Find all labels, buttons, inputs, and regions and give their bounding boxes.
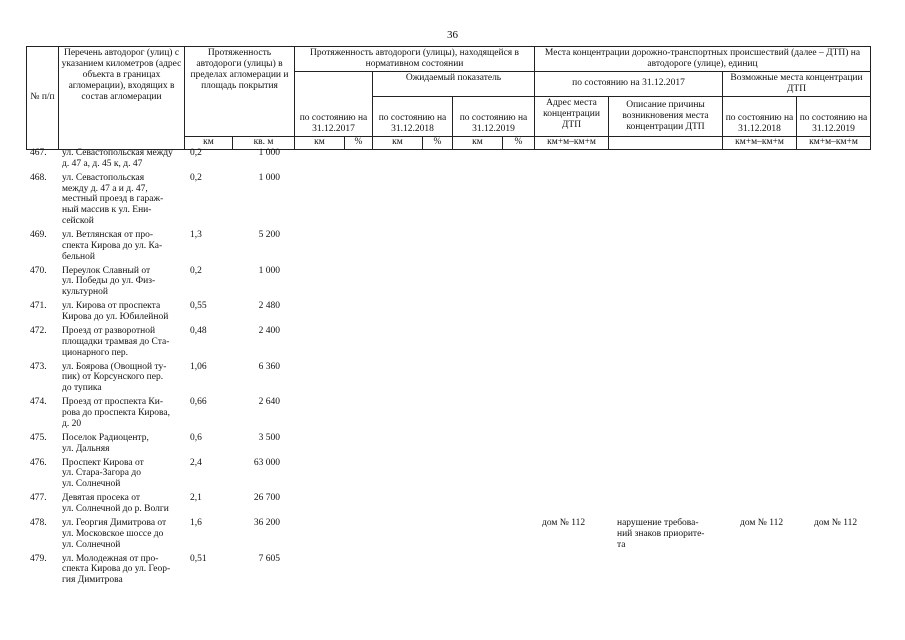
header-expected: Ожидаемый показатель — [373, 71, 535, 96]
header-state-2019: по состоянию на 31.12.2019 — [453, 96, 535, 136]
road-name-line: Поселок Радиоцентр, — [62, 432, 149, 443]
road-name-line: ул. Боярова (Овощной ту- — [62, 361, 167, 372]
row-number: 469. — [30, 230, 47, 240]
road-name-line: ул. Севастопольская между — [62, 148, 173, 158]
header-normative: Протяженность автодороги (улицы), находящейся в нормативном состоянии — [295, 47, 535, 72]
road-name-line: до тупика — [62, 383, 102, 394]
row-number: 479. — [30, 553, 47, 564]
area-sq-m: 3 500 — [258, 432, 280, 443]
road-name-line: спекта Кирова до ул. Геор- — [62, 564, 171, 575]
header-addr: Адрес места концентрации ДТП — [535, 96, 609, 136]
length-km: 1,6 — [190, 518, 202, 528]
row-number: 475. — [30, 432, 47, 443]
road-name-line: культурной — [62, 287, 108, 298]
road-name-line: Переулок Славный от — [62, 265, 151, 276]
road-name-line: ционарного пер. — [62, 347, 129, 358]
length-km: 2,1 — [190, 493, 202, 504]
area-sq-m: 2 480 — [258, 301, 280, 312]
area-sq-m: 2 400 — [258, 326, 280, 336]
header-possible: Возможные места концентрации ДТП — [723, 71, 871, 96]
area-sq-m: 7 605 — [258, 553, 280, 564]
road-name-line: ул. Дальняя — [62, 443, 110, 454]
row-number: 468. — [30, 172, 47, 183]
road-name-line: Проезд от разворотной — [62, 326, 156, 336]
area-sq-m: 1 000 — [258, 172, 280, 183]
length-km: 0,2 — [190, 265, 202, 276]
road-name-line: ул. Победы до ул. Физ- — [62, 276, 156, 287]
length-km: 2,4 — [190, 457, 202, 468]
area-sq-m: 63 000 — [253, 457, 280, 468]
length-km: 0,66 — [190, 397, 207, 408]
area-sq-m: 1 000 — [258, 148, 280, 158]
road-name-line: рова до проспекта Кирова, — [62, 408, 170, 418]
header-num: № п/п — [27, 47, 59, 150]
dtp-description-line: та — [617, 539, 626, 550]
area-sq-m: 26 700 — [253, 493, 280, 504]
header-dtp-state-2017: по состоянию на 31.12.2017 — [535, 71, 723, 96]
header-desc: Описание причины возникновения места концентрации ДТП — [609, 96, 723, 136]
row-number: 471. — [30, 301, 47, 312]
road-name-line: ул. Георгия Димитрова от — [62, 518, 167, 528]
possible-dtp-2018: дом № 112 — [740, 518, 784, 528]
unit-sq: кв. м — [233, 136, 295, 149]
road-name-line: ул. Кирова от проспекта — [62, 301, 161, 312]
area-sq-m: 1 000 — [258, 265, 280, 276]
length-km: 0,6 — [190, 432, 202, 443]
road-name-line: гия Димитрова — [62, 575, 123, 586]
header-possible-2019: по состоянию на 31.12.2019 — [797, 96, 871, 136]
road-name-line: местный проезд в гараж- — [62, 194, 164, 205]
length-km: 0,2 — [190, 172, 202, 183]
road-name-line: площадки трамвая до Ста- — [62, 336, 170, 347]
unit-pct-2019: % — [503, 136, 535, 149]
road-name-line: Проспект Кирова от — [62, 457, 144, 468]
dtp-description-line: ний знаков приорите- — [617, 528, 705, 539]
unit-pct-2018: % — [423, 136, 453, 149]
area-sq-m: 36 200 — [253, 518, 280, 528]
length-km: 1,3 — [190, 230, 202, 240]
row-number: 470. — [30, 265, 47, 276]
unit-kmm-2019: км+м–км+м — [797, 136, 871, 149]
road-name-line: спекта Кирова до ул. Ка- — [62, 240, 163, 251]
road-name-line: Проезд от проспекта Ки- — [62, 397, 164, 408]
row-number: 472. — [30, 326, 47, 336]
length-km: 0,2 — [190, 148, 202, 158]
row-number: 477. — [30, 493, 47, 504]
header-state-2018: по состоянию на 31.12.2018 — [373, 96, 453, 136]
row-number: 473. — [30, 361, 47, 372]
unit-kmm-addr: км+м–км+м — [535, 136, 609, 149]
unit-km-2019: км — [453, 136, 503, 149]
road-name-line: ул. Солнечной — [62, 539, 121, 550]
header-state-2017: по состоянию на 31.12.2017 — [295, 71, 373, 136]
road-name-line: Кирова до ул. Юбилейной — [62, 312, 169, 322]
dtp-description-line: нарушение требова- — [617, 518, 699, 528]
road-name-line: сейской — [62, 216, 94, 226]
header-dtp: Места концентрации дорожно-транспортных происшествий (далее – ДТП) на автодороге (улице), единиц — [535, 47, 871, 72]
length-km: 0,48 — [190, 326, 207, 336]
road-name-line: Девятая просека от — [62, 493, 140, 504]
road-name-line: ул. Стара-Загора до — [62, 468, 141, 479]
unit-km-2018: км — [373, 136, 423, 149]
row-number: 476. — [30, 457, 47, 468]
header-length: Протяженность автодороги (улицы) в пределах агломерации и площадь покрытия — [185, 47, 295, 137]
unit-km-2017: км — [295, 136, 345, 149]
header-road-list: Перечень автодорог (улиц) с указанием километров (адрес объекта в границах агломерации), входящих в состав агломерации — [59, 47, 185, 150]
road-name-line: ул. Ветлянская от про- — [62, 230, 154, 240]
area-sq-m: 5 200 — [258, 230, 280, 240]
unit-km: км — [185, 136, 233, 149]
unit-pct-2017: % — [345, 136, 373, 149]
row-number: 467. — [30, 148, 47, 158]
length-km: 0,51 — [190, 553, 207, 564]
length-km: 1,06 — [190, 361, 207, 372]
unit-kmm-2018: км+м–км+м — [723, 136, 797, 149]
length-km: 0,55 — [190, 301, 207, 312]
road-name-line: бельной — [62, 251, 95, 262]
area-sq-m: 2 640 — [258, 397, 280, 408]
road-name-line: ный массив к ул. Ени- — [62, 205, 152, 216]
road-name-line: д. 20 — [62, 418, 82, 429]
road-name-line: ул. Московское шоссе до — [62, 528, 164, 539]
dtp-address: дом № 112 — [542, 518, 586, 528]
road-name-line: ул. Солнечной — [62, 479, 121, 490]
road-name-line: ул. Севастопольская — [62, 172, 145, 183]
row-number: 478. — [30, 518, 47, 528]
road-name-line: между д. 47 а и д. 47, — [62, 183, 148, 194]
page-number: 36 — [447, 29, 458, 41]
row-number: 474. — [30, 397, 47, 408]
area-sq-m: 6 360 — [258, 361, 280, 372]
road-name-line: д. 47 а, д. 45 к, д. 47 — [62, 158, 143, 169]
road-name-line: пик) от Корсунского пер. — [62, 372, 164, 383]
header-possible-2018: по состоянию на 31.12.2018 — [723, 96, 797, 136]
road-name-line: ул. Солнечной до р. Волги — [62, 504, 169, 514]
possible-dtp-2019: дом № 112 — [814, 518, 858, 528]
road-name-line: ул. Молодежная от про- — [62, 553, 159, 564]
